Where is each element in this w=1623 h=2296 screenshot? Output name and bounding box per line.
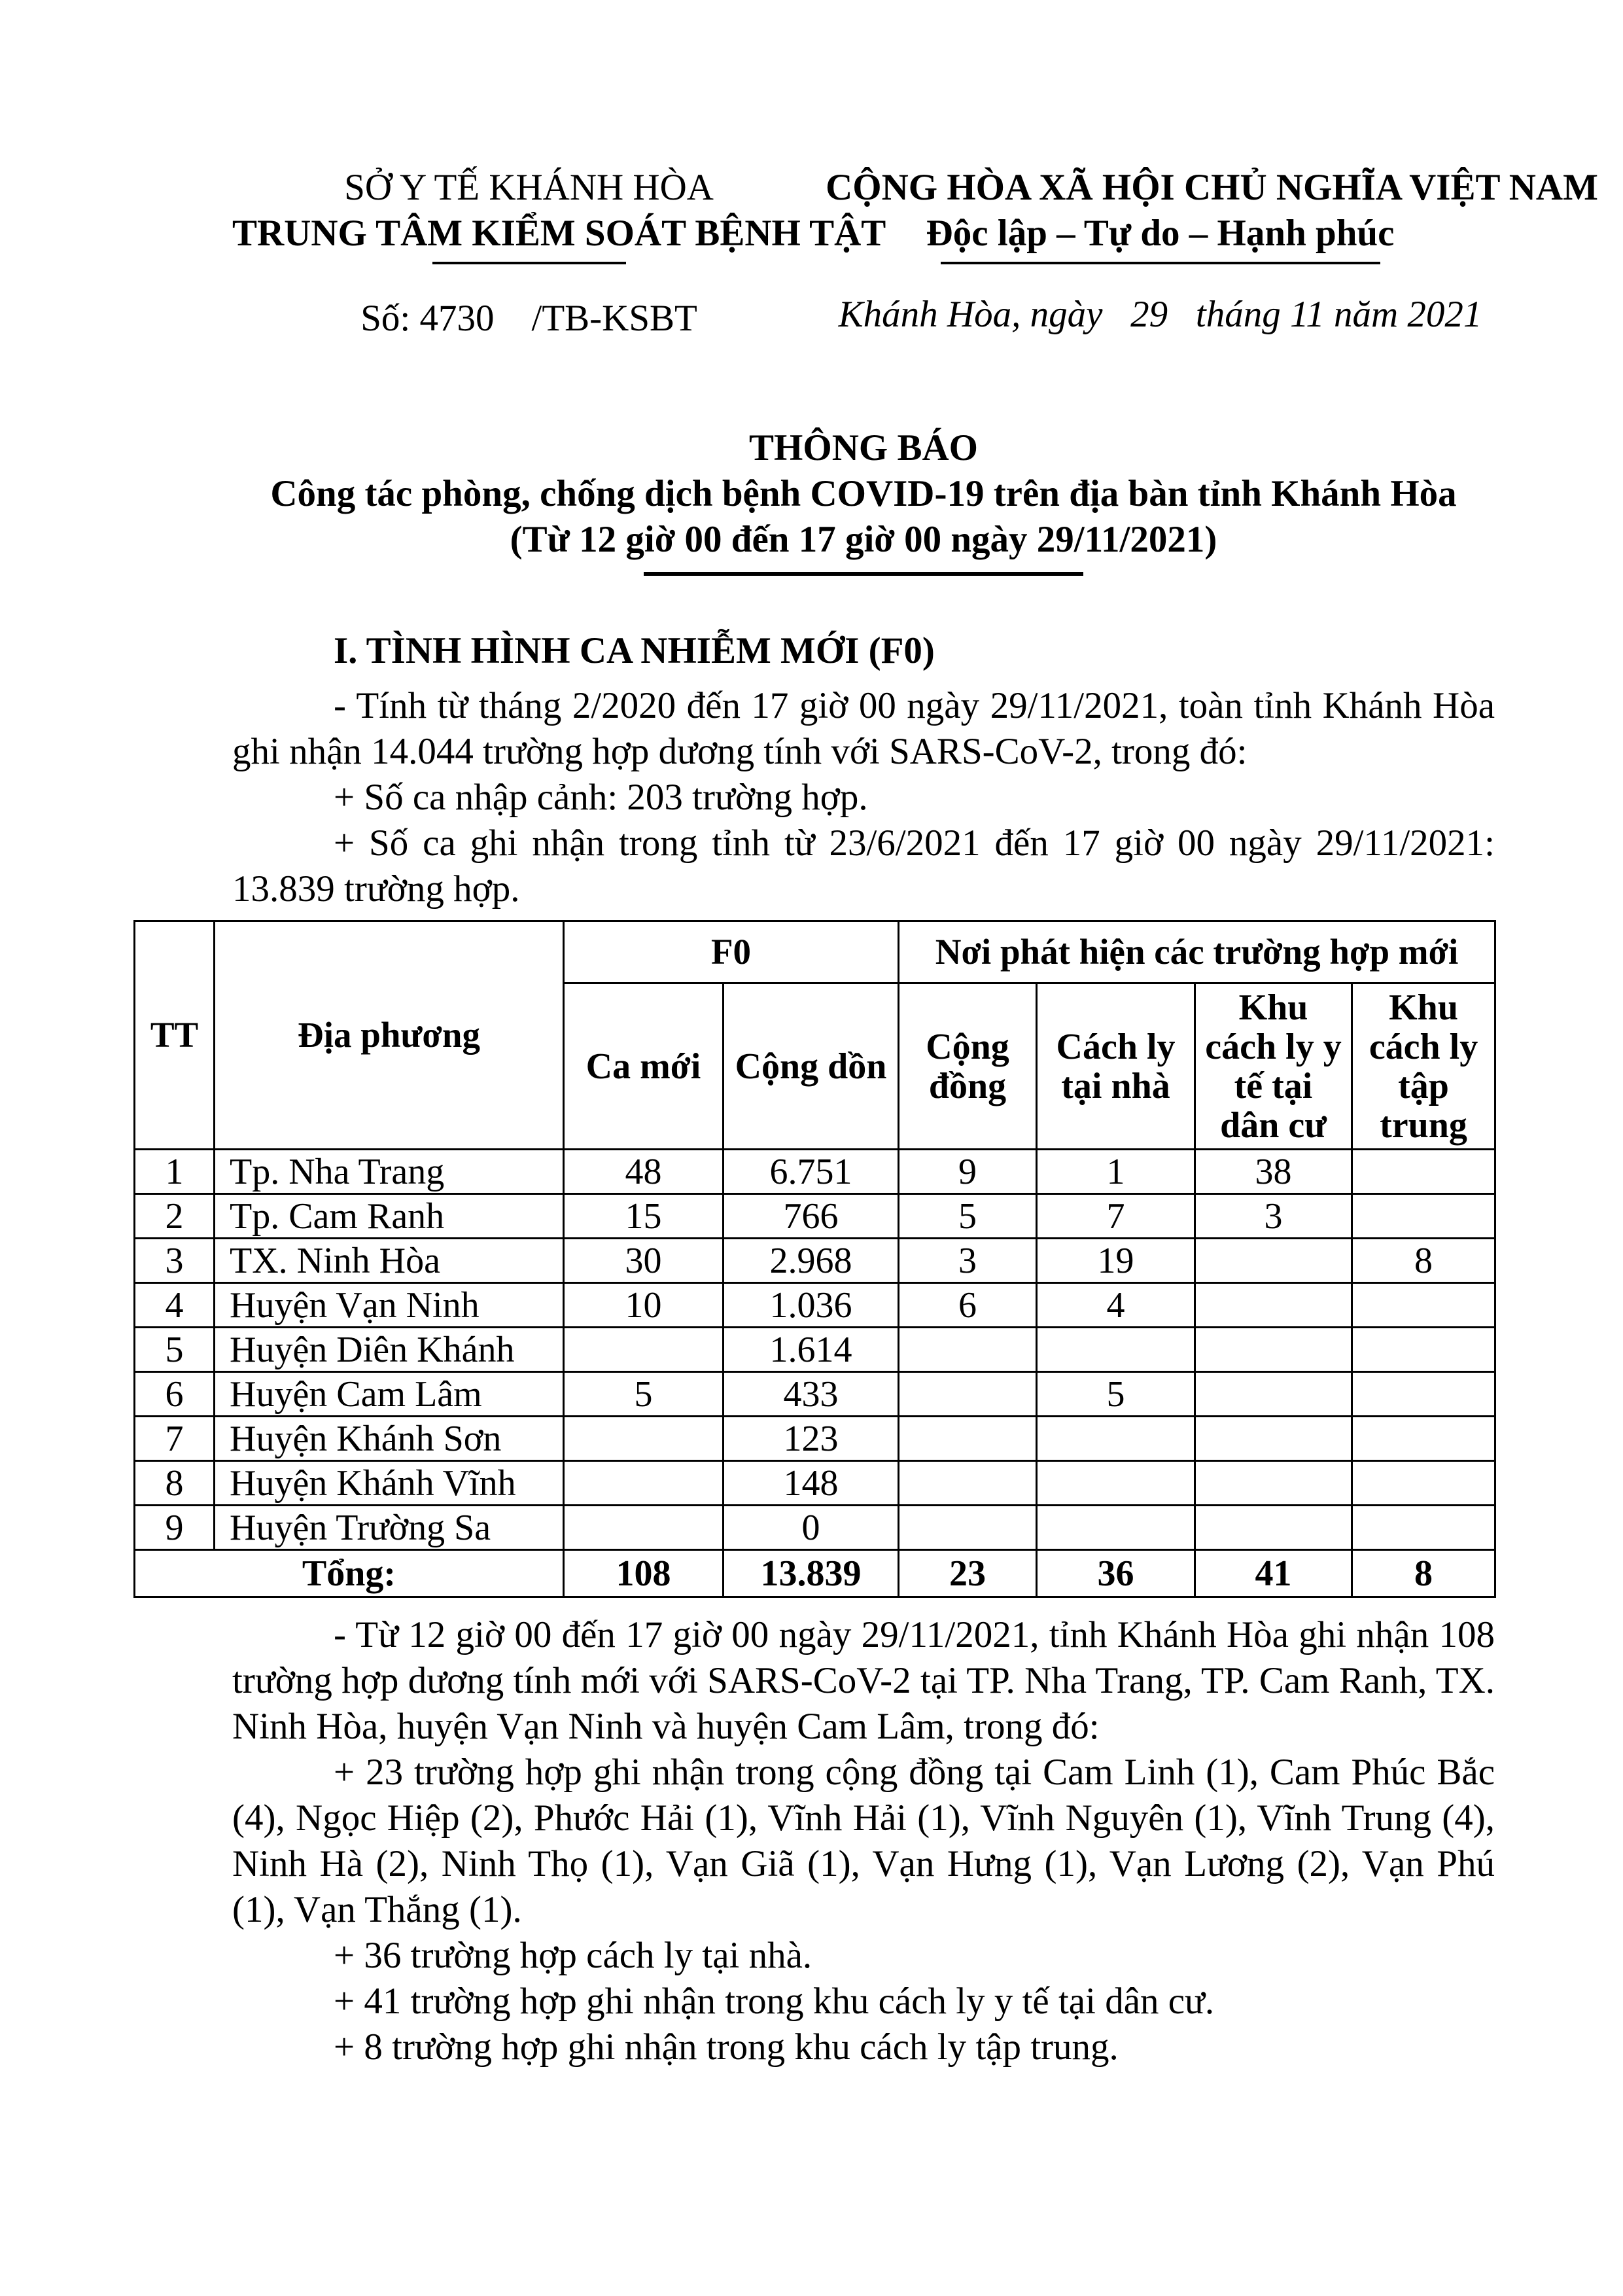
table-row <box>135 1372 1495 1417</box>
cell-medical-quarantine <box>1195 1372 1352 1417</box>
cell-cumulative: 123 <box>724 1417 899 1461</box>
cell-community <box>899 1506 1037 1550</box>
cell-new-cases: 48 <box>564 1150 724 1194</box>
cell-cumulative: 1.036 <box>724 1283 899 1328</box>
table-row <box>135 1283 1495 1328</box>
cell-medical-quarantine: 3 <box>1195 1194 1352 1239</box>
section-1-heading: I. TÌNH HÌNH CA NHIỄM MỚI (F0) <box>334 630 935 671</box>
table-row <box>135 1417 1495 1461</box>
doc-period-title: (Từ 12 giờ 00 đến 17 giờ 00 ngày 29/11/2021) <box>510 519 1217 560</box>
org-parent-name: SỞ Y TẾ KHÁNH HÒA <box>344 167 714 208</box>
cell-tt: 9 <box>135 1506 215 1550</box>
col-header-community: Cộng đồng <box>899 983 1037 1150</box>
table-row <box>135 1150 1495 1194</box>
table-row <box>135 1461 1495 1506</box>
cell-centralized-quarantine <box>1352 1328 1495 1372</box>
cell-tt: 7 <box>135 1417 215 1461</box>
col-header-new-cases: Ca mới <box>564 983 724 1150</box>
cell-centralized-quarantine: 8 <box>1352 1239 1495 1283</box>
cell-locality: Huyện Khánh Sơn <box>215 1417 564 1461</box>
table-row <box>135 1194 1495 1239</box>
cell-cumulative: 0 <box>724 1506 899 1550</box>
national-motto: CỘNG HÒA XÃ HỘI CHỦ NGHĨA VIỆT NAM <box>826 167 1598 208</box>
cell-total-cumulative: 13.839 <box>724 1550 899 1597</box>
cell-home-quarantine: 7 <box>1037 1194 1195 1239</box>
paragraph: + 36 trường hợp cách ly tại nhà. <box>334 1935 812 1976</box>
cell-community: 9 <box>899 1150 1037 1194</box>
cell-community: 3 <box>899 1239 1037 1283</box>
national-header-block <box>826 165 1598 342</box>
covid-cases-table <box>133 920 1496 1598</box>
col-header-centralized-quarantine: Khu cách ly tập trung <box>1352 983 1495 1150</box>
col-header-cumulative: Cộng dồn <box>724 983 899 1150</box>
cell-locality: Huyện Khánh Vĩnh <box>215 1461 564 1506</box>
cell-home-quarantine: 19 <box>1037 1239 1195 1283</box>
cell-medical-quarantine <box>1195 1506 1352 1550</box>
paragraph: - Tính từ tháng 2/2020 đến 17 giờ 00 ngày 29/11/2021, toàn tỉnh Khánh Hòa ghi nhận 14.044 trường hợp dương tính với SARS-CoV-2, trong đó: <box>232 685 1495 772</box>
cell-locality: Huyện Trường Sa <box>215 1506 564 1550</box>
cell-home-quarantine: 1 <box>1037 1150 1195 1194</box>
paragraph: + Số ca nhập cảnh: 203 trường hợp. <box>334 777 868 818</box>
paragraph: + 23 trường hợp ghi nhận trong cộng đồng tại Cam Linh (1), Cam Phúc Bắc (4), Ngọc Hiệp (2), Phước Hải (1), Vĩnh Hải (1), Vĩnh Nguyên (1), Vĩnh Trung (4), Ninh Hà (2), Ninh Thọ (1), Vạn Giã (1), Vạn Hưng (1), Vạn Lương (2), Vạn Phú (1), Vạn Thắng (1). <box>232 1752 1495 1930</box>
cell-centralized-quarantine <box>1352 1194 1495 1239</box>
cell-home-quarantine: 4 <box>1037 1283 1195 1328</box>
cell-community <box>899 1417 1037 1461</box>
cell-tt: 6 <box>135 1372 215 1417</box>
paragraph: + 8 trường hợp ghi nhận trong khu cách ly tập trung. <box>334 2026 1119 2068</box>
paragraph: - Từ 12 giờ 00 đến 17 giờ 00 ngày 29/11/2021, tỉnh Khánh Hòa ghi nhận 108 trường hợp dương tính mới với SARS-CoV-2 tại TP. Nha Trang, TP. Cam Ranh, TX. Ninh Hòa, huyện Vạn Ninh và huyện Cam Lâm, trong đó: <box>232 1614 1495 1747</box>
cell-total-new-cases: 108 <box>564 1550 724 1597</box>
cell-new-cases <box>564 1328 724 1372</box>
cell-new-cases: 10 <box>564 1283 724 1328</box>
issuing-org-block <box>232 165 886 342</box>
place-date: Khánh Hòa, ngày 29 tháng 11 năm 2021 <box>838 294 1482 335</box>
cell-centralized-quarantine <box>1352 1283 1495 1328</box>
doc-number: Số: 4730 /TB-KSBT <box>360 298 697 339</box>
cell-tt: 2 <box>135 1194 215 1239</box>
cell-community: 6 <box>899 1283 1037 1328</box>
after-table-section <box>232 1612 1495 2070</box>
cell-cumulative: 6.751 <box>724 1150 899 1194</box>
col-header-f0-group: F0 <box>564 921 899 983</box>
cell-community <box>899 1372 1037 1417</box>
cell-tt: 4 <box>135 1283 215 1328</box>
cell-centralized-quarantine <box>1352 1461 1495 1506</box>
cell-home-quarantine: 5 <box>1037 1372 1195 1417</box>
table-header-group-row <box>135 921 1495 983</box>
col-header-medical-quarantine: Khu cách ly y tế tại dân cư <box>1195 983 1352 1150</box>
cell-tt: 3 <box>135 1239 215 1283</box>
table-total-row <box>135 1550 1495 1597</box>
cell-home-quarantine <box>1037 1506 1195 1550</box>
cell-home-quarantine <box>1037 1461 1195 1506</box>
cell-locality: Huyện Diên Khánh <box>215 1328 564 1372</box>
cell-centralized-quarantine <box>1352 1150 1495 1194</box>
cell-locality: Huyện Vạn Ninh <box>215 1283 564 1328</box>
cell-total-centralized-quarantine: 8 <box>1352 1550 1495 1597</box>
cell-total-community: 23 <box>899 1550 1037 1597</box>
cell-medical-quarantine <box>1195 1283 1352 1328</box>
cell-tt: 5 <box>135 1328 215 1372</box>
cell-home-quarantine <box>1037 1328 1195 1372</box>
cell-locality: Tp. Cam Ranh <box>215 1194 564 1239</box>
cell-locality: Tp. Nha Trang <box>215 1150 564 1194</box>
paragraph: + Số ca ghi nhận trong tỉnh từ 23/6/2021 đến 17 giờ 00 ngày 29/11/2021: 13.839 trường hợp. <box>232 822 1495 910</box>
table-row <box>135 1239 1495 1283</box>
title-divider <box>644 572 1083 576</box>
cell-centralized-quarantine <box>1352 1506 1495 1550</box>
motto-slogan: Độc lập – Tự do – Hạnh phúc <box>926 213 1395 254</box>
cell-cumulative: 148 <box>724 1461 899 1506</box>
cell-new-cases <box>564 1417 724 1461</box>
cell-locality: Huyện Cam Lâm <box>215 1372 564 1417</box>
document-header <box>232 165 1598 342</box>
cell-tt: 8 <box>135 1461 215 1506</box>
cell-cumulative: 1.614 <box>724 1328 899 1372</box>
cell-medical-quarantine <box>1195 1328 1352 1372</box>
cell-medical-quarantine: 38 <box>1195 1150 1352 1194</box>
cell-medical-quarantine <box>1195 1417 1352 1461</box>
cell-total-home-quarantine: 36 <box>1037 1550 1195 1597</box>
col-header-tt: TT <box>135 921 215 1150</box>
table-row <box>135 1506 1495 1550</box>
cell-tt: 1 <box>135 1150 215 1194</box>
cell-new-cases <box>564 1461 724 1506</box>
title-block <box>232 425 1495 576</box>
cell-medical-quarantine <box>1195 1239 1352 1283</box>
cell-home-quarantine <box>1037 1417 1195 1461</box>
cell-centralized-quarantine <box>1352 1372 1495 1417</box>
org-divider <box>432 262 626 264</box>
cell-cumulative: 766 <box>724 1194 899 1239</box>
cell-centralized-quarantine <box>1352 1417 1495 1461</box>
cell-total-medical-quarantine: 41 <box>1195 1550 1352 1597</box>
cell-new-cases: 15 <box>564 1194 724 1239</box>
cell-medical-quarantine <box>1195 1461 1352 1506</box>
cell-community <box>899 1328 1037 1372</box>
col-header-home-quarantine: Cách ly tại nhà <box>1037 983 1195 1150</box>
motto-divider <box>941 262 1380 264</box>
cell-locality: TX. Ninh Hòa <box>215 1239 564 1283</box>
cell-community <box>899 1461 1037 1506</box>
doc-type-title: THÔNG BÁO <box>749 427 978 468</box>
cell-new-cases: 5 <box>564 1372 724 1417</box>
cell-cumulative: 433 <box>724 1372 899 1417</box>
org-name: TRUNG TÂM KIỂM SOÁT BỆNH TẬT <box>232 213 886 254</box>
table-row <box>135 1328 1495 1372</box>
cell-total-label: Tổng: <box>135 1550 564 1597</box>
col-header-locality: Địa phương <box>215 921 564 1150</box>
col-header-detection-group: Nơi phát hiện các trường hợp mới <box>899 921 1495 983</box>
cell-community: 5 <box>899 1194 1037 1239</box>
cell-cumulative: 2.968 <box>724 1239 899 1283</box>
cell-new-cases: 30 <box>564 1239 724 1283</box>
doc-subject-title: Công tác phòng, chống dịch bệnh COVID-19 trên địa bàn tỉnh Khánh Hòa <box>270 473 1457 514</box>
cell-new-cases <box>564 1506 724 1550</box>
paragraph: + 41 trường hợp ghi nhận trong khu cách ly y tế tại dân cư. <box>334 1981 1215 2022</box>
